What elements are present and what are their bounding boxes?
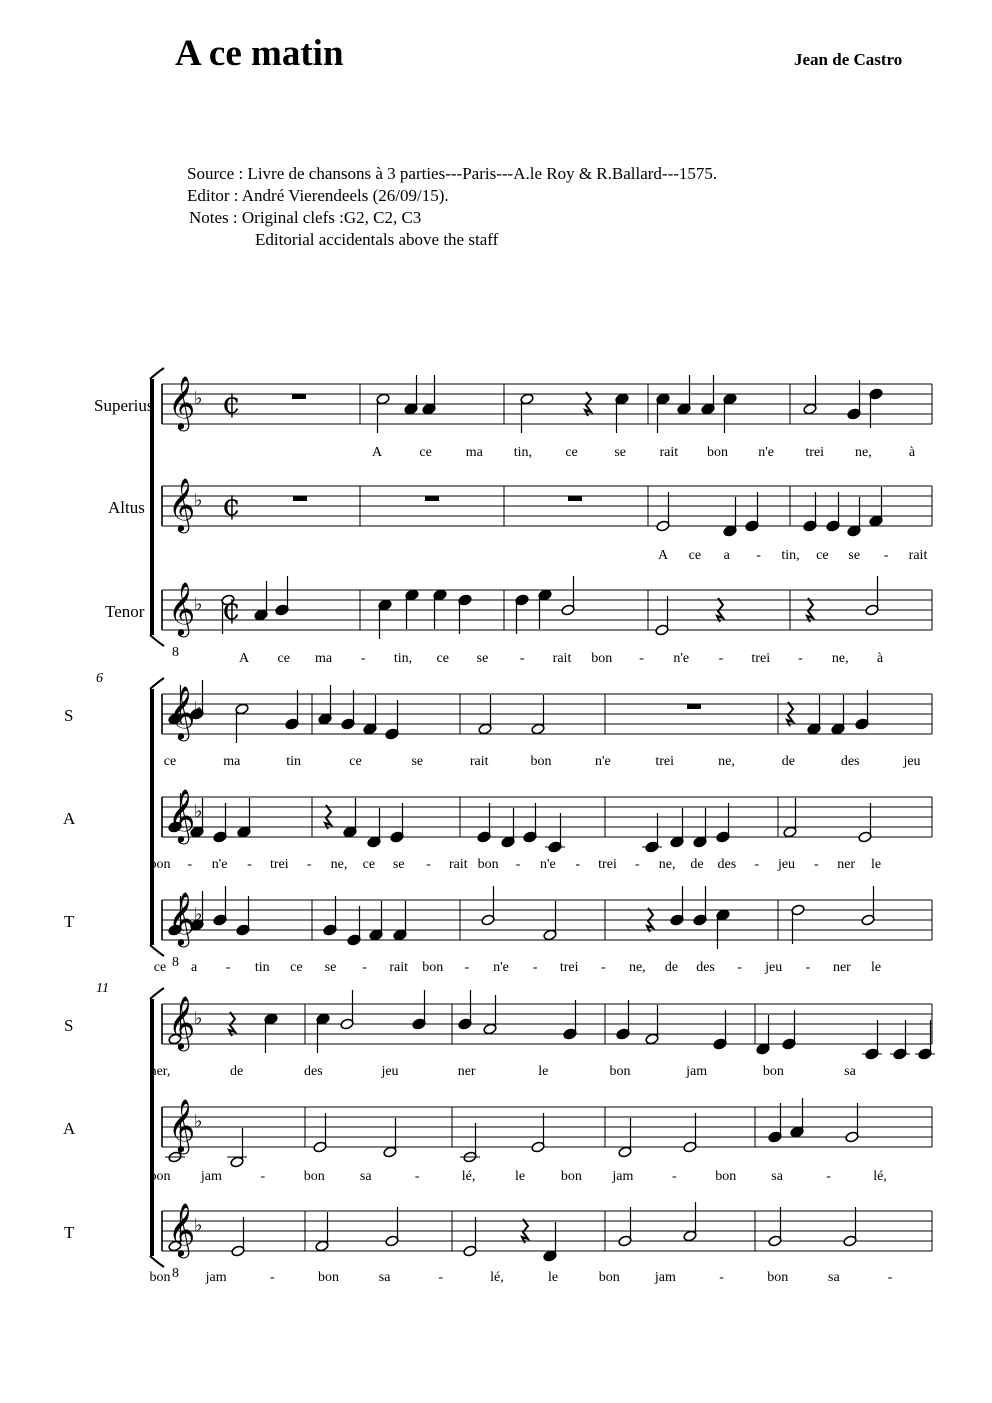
treble-clef-icon: 𝄞 xyxy=(168,891,196,945)
lyric-syllable: - xyxy=(754,857,760,872)
lyric-syllable: A xyxy=(238,651,250,666)
lyric-syllable: bon xyxy=(560,1169,582,1184)
treble-clef-icon: 𝄞 xyxy=(168,1202,196,1256)
lyric-syllable: - xyxy=(225,960,231,975)
flat-sign: ♭ xyxy=(194,1008,203,1029)
lyric-syllable: ce xyxy=(436,651,449,666)
treble-clef-icon: 𝄞 xyxy=(168,375,196,429)
lyric-syllable: le xyxy=(870,857,882,872)
flat-sign: ♭ xyxy=(194,1111,203,1132)
voice-label: S xyxy=(64,1016,74,1035)
lyric-syllable: jeu xyxy=(765,960,783,975)
staff-3-3 xyxy=(162,1202,932,1262)
lyric-syllable: - xyxy=(575,857,581,872)
lyric-syllable: ce xyxy=(290,960,303,975)
lyric-syllable: - xyxy=(639,651,644,666)
lyric-syllable: tin, xyxy=(781,548,800,563)
measure-number: 11 xyxy=(96,981,109,996)
lyric-syllable: - xyxy=(805,960,811,975)
lyric-syllable: ce xyxy=(277,651,290,666)
lyric-syllable: des xyxy=(840,754,860,769)
lyric-syllable: tin xyxy=(254,960,270,975)
lyric-syllable: - xyxy=(719,1270,724,1285)
lyric-syllable: tin, xyxy=(393,651,413,666)
lyric-syllable: trei xyxy=(655,754,674,769)
voice-label: A xyxy=(63,1119,76,1138)
lyric-syllable: le xyxy=(538,1064,549,1079)
staff-2-1 xyxy=(162,680,932,743)
lyric-syllable: - xyxy=(464,960,470,975)
lyric-syllable: bon xyxy=(530,754,552,769)
lyric-syllable: ner xyxy=(457,1064,476,1079)
flat-sign: ♭ xyxy=(194,904,203,925)
lyric-syllable: jeu xyxy=(903,754,921,769)
lyric-syllable: a xyxy=(723,548,730,563)
lyric-syllable: trei xyxy=(559,960,579,975)
lyric-syllable: ner xyxy=(832,960,851,975)
voice-label: T xyxy=(64,1223,75,1242)
page-title: A ce matin xyxy=(175,33,344,74)
lyric-syllable: bon xyxy=(149,857,171,872)
lyric-syllable: jam xyxy=(205,1270,227,1285)
lyric-syllable: trei xyxy=(751,651,771,666)
lyric-syllable: des xyxy=(303,1064,323,1079)
lyric-syllable: ner xyxy=(837,857,856,872)
staff-1-3 xyxy=(162,576,932,639)
lyric-syllable: bon xyxy=(609,1064,631,1079)
lyric-syllable: lé, xyxy=(873,1169,887,1184)
whole-rest xyxy=(568,496,582,501)
treble-clef-icon: 𝄞 xyxy=(168,788,196,842)
lyric-syllable: jeu xyxy=(777,857,796,872)
lyric-syllable: ne, xyxy=(628,960,646,975)
flat-sign: ♭ xyxy=(194,594,203,615)
lyric-syllable: de xyxy=(664,960,679,975)
treble-clef-icon: 𝄞 xyxy=(168,995,196,1049)
lyric-syllable: A xyxy=(657,548,669,563)
system-1 xyxy=(150,368,932,646)
lyric-syllable: - xyxy=(634,857,640,872)
lyric-syllable: ma xyxy=(314,651,333,666)
lyric-syllable: se xyxy=(848,548,861,563)
octave-marker: 8 xyxy=(172,955,179,970)
lyric-syllable: tin, xyxy=(513,445,533,460)
bracket-top-hook xyxy=(150,678,164,689)
staff-2-2 xyxy=(162,793,932,853)
lyric-syllable: jam xyxy=(686,1064,708,1079)
lyric-syllable: ne, xyxy=(330,857,348,872)
lyric-syllable: - xyxy=(600,960,606,975)
staff-1-1 xyxy=(162,375,932,433)
flat-sign: ♭ xyxy=(194,388,203,409)
cut-time-signature: ¢ xyxy=(222,386,242,421)
lyric-syllable: - xyxy=(360,651,366,666)
lyric-syllable: A xyxy=(371,445,383,460)
lyric-syllable: rait xyxy=(469,754,489,769)
staff-3-1 xyxy=(162,990,935,1060)
lyric-syllable: - xyxy=(515,857,521,872)
lyric-syllable: - xyxy=(671,1169,677,1184)
source-line: Source : Livre de chansons à 3 parties---Paris---A.le Roy & R.Ballard---1575. xyxy=(187,164,718,183)
bracket-bottom-hook xyxy=(150,945,164,956)
staff-3-2 xyxy=(162,1098,932,1168)
lyric-syllable: jam xyxy=(200,1169,222,1184)
lyric-syllable: ne, xyxy=(831,651,849,666)
whole-rest xyxy=(292,394,306,399)
lyric-syllable: ne, xyxy=(658,857,676,872)
lyric-syllable: a xyxy=(190,960,198,975)
bracket-top-hook xyxy=(150,368,164,379)
lyric-syllable: ce xyxy=(565,445,578,460)
voice-label: Tenor xyxy=(105,602,145,621)
lyric-syllable: bon xyxy=(767,1270,789,1285)
lyric-syllable: se xyxy=(411,754,424,769)
lyric-syllable: - xyxy=(883,548,889,563)
lyric-syllable: - xyxy=(247,857,252,872)
measure-number: 6 xyxy=(96,671,103,686)
lyric-syllable: lé, xyxy=(490,1270,504,1285)
lyric-syllable: - xyxy=(826,1169,831,1184)
lyric-syllable: bon xyxy=(317,1270,339,1285)
lyric-syllable: rait xyxy=(389,960,408,975)
notes-line: Notes : Original clefs :G2, C2, C3 xyxy=(189,208,422,227)
lyric-syllable: jam xyxy=(612,1169,634,1184)
lyric-syllable: bon xyxy=(706,445,728,460)
lyric-syllable: ma xyxy=(465,445,483,460)
lyric-syllable: se xyxy=(324,960,337,975)
lyric-syllable: le xyxy=(870,960,882,975)
flat-sign: ♭ xyxy=(194,1215,203,1236)
lyric-syllable: se xyxy=(476,651,489,666)
lyric-syllable: lé, xyxy=(461,1169,476,1184)
lyric-syllable: bon xyxy=(422,960,444,975)
lyric-syllable: des xyxy=(717,857,737,872)
treble-clef-icon: 𝄞 xyxy=(168,685,196,739)
lyric-syllable: ce xyxy=(816,548,829,563)
lyric-syllable: - xyxy=(438,1270,444,1285)
lyric-syllable: rait xyxy=(908,548,928,563)
lyric-syllable: - xyxy=(260,1169,266,1184)
lyric-syllable: bon xyxy=(149,1169,171,1184)
lyric-syllable: bon xyxy=(591,651,613,666)
whole-rest xyxy=(425,496,439,501)
octave-marker: 8 xyxy=(172,1266,179,1281)
system-3 xyxy=(150,988,935,1267)
octave-marker: 8 xyxy=(172,645,179,660)
lyric-syllable: ce xyxy=(362,857,376,872)
lyric-syllable: le xyxy=(514,1169,526,1184)
whole-rest xyxy=(687,704,701,709)
staff-2-3 xyxy=(162,886,932,949)
flat-sign: ♭ xyxy=(194,801,203,822)
lyric-syllable: - xyxy=(737,960,742,975)
lyric-syllable: rait xyxy=(552,651,572,666)
lyric-syllable: ce xyxy=(419,445,432,460)
voice-label: T xyxy=(64,912,75,931)
notes-line-2: Editorial accidentals above the staff xyxy=(255,230,499,249)
lyric-syllable: - xyxy=(269,1270,275,1285)
lyric-syllable: ma xyxy=(223,754,241,769)
bracket-bottom-hook xyxy=(150,1256,164,1267)
lyric-syllable: sa xyxy=(771,1169,783,1184)
lyric-syllable: n'e xyxy=(758,445,774,460)
lyric-syllable: rait xyxy=(659,445,679,460)
lyric-syllable: - xyxy=(187,857,193,872)
lyric-syllable: trei xyxy=(270,857,289,872)
treble-clef-icon: 𝄞 xyxy=(168,581,196,635)
voice-label: A xyxy=(63,809,76,828)
lyric-syllable: bon xyxy=(149,1270,171,1285)
whole-rest xyxy=(293,496,307,501)
lyric-syllable: ner, xyxy=(149,1064,171,1079)
lyric-syllable: sa xyxy=(828,1270,840,1285)
lyric-syllable: ce xyxy=(153,960,167,975)
lyric-syllable: rait xyxy=(449,857,468,872)
lyric-syllable: n'e xyxy=(539,857,556,872)
cut-time-signature: ¢ xyxy=(222,488,242,523)
system-2 xyxy=(150,678,932,956)
voice-label: Superius xyxy=(94,396,154,415)
bracket-bottom-hook xyxy=(150,635,164,646)
lyric-syllable: ce xyxy=(349,754,362,769)
lyric-syllable: bon xyxy=(715,1169,737,1184)
lyric-syllable: n'e xyxy=(673,651,690,666)
lyric-syllable: ce xyxy=(688,548,702,563)
lyric-syllable: - xyxy=(718,651,724,666)
lyric-syllable: - xyxy=(887,1270,893,1285)
lyric-syllable: - xyxy=(426,857,431,872)
lyric-syllable: bon xyxy=(303,1169,325,1184)
lyric-syllable: à xyxy=(876,651,884,666)
lyric-syllable: tin xyxy=(286,754,302,769)
flat-sign: ♭ xyxy=(194,698,203,719)
lyric-syllable: de xyxy=(230,1064,244,1079)
flat-sign: ♭ xyxy=(194,490,203,511)
lyric-syllable: jeu xyxy=(381,1064,399,1079)
lyric-syllable: le xyxy=(548,1270,559,1285)
lyric-syllable: - xyxy=(756,548,761,563)
staff-1-2 xyxy=(162,486,932,537)
treble-clef-icon: 𝄞 xyxy=(168,477,196,531)
lyric-syllable: - xyxy=(414,1169,420,1184)
lyric-syllable: des xyxy=(696,960,715,975)
lyric-syllable: ne, xyxy=(718,754,735,769)
bracket-top-hook xyxy=(150,988,164,999)
lyric-syllable: trei xyxy=(805,445,825,460)
editor-line: Editor : André Vierendeels (26/09/15). xyxy=(187,186,449,205)
lyric-syllable: se xyxy=(392,857,405,872)
lyric-syllable: de xyxy=(690,857,704,872)
lyric-syllable: bon xyxy=(762,1064,784,1079)
lyric-syllable: à xyxy=(908,445,916,460)
lyric-syllable: - xyxy=(798,651,803,666)
lyric-syllable: sa xyxy=(378,1270,391,1285)
lyric-syllable: n'e xyxy=(594,754,611,769)
lyric-syllable: - xyxy=(362,960,367,975)
lyric-syllable: ne, xyxy=(855,445,872,460)
lyric-syllable: - xyxy=(519,651,525,666)
lyric-syllable: n'e xyxy=(493,960,509,975)
lyric-syllable: de xyxy=(781,754,795,769)
lyric-syllable: jam xyxy=(654,1270,676,1285)
composer-name: Jean de Castro xyxy=(794,50,903,69)
lyric-syllable: sa xyxy=(844,1064,856,1079)
lyric-syllable: - xyxy=(813,857,819,872)
lyric-syllable: bon xyxy=(598,1270,620,1285)
cut-time-signature: ¢ xyxy=(222,592,242,627)
lyric-syllable: n'e xyxy=(211,857,228,872)
lyric-syllable: bon xyxy=(477,857,499,872)
lyric-syllable: trei xyxy=(598,857,617,872)
lyric-syllable: sa xyxy=(359,1169,372,1184)
lyric-syllable: - xyxy=(532,960,538,975)
lyric-syllable: ce xyxy=(163,754,177,769)
voice-label: S xyxy=(64,706,74,725)
treble-clef-icon: 𝄞 xyxy=(168,1098,196,1152)
lyric-syllable: se xyxy=(614,445,627,460)
lyric-syllable: - xyxy=(306,857,312,872)
voice-label: Altus xyxy=(108,498,145,517)
